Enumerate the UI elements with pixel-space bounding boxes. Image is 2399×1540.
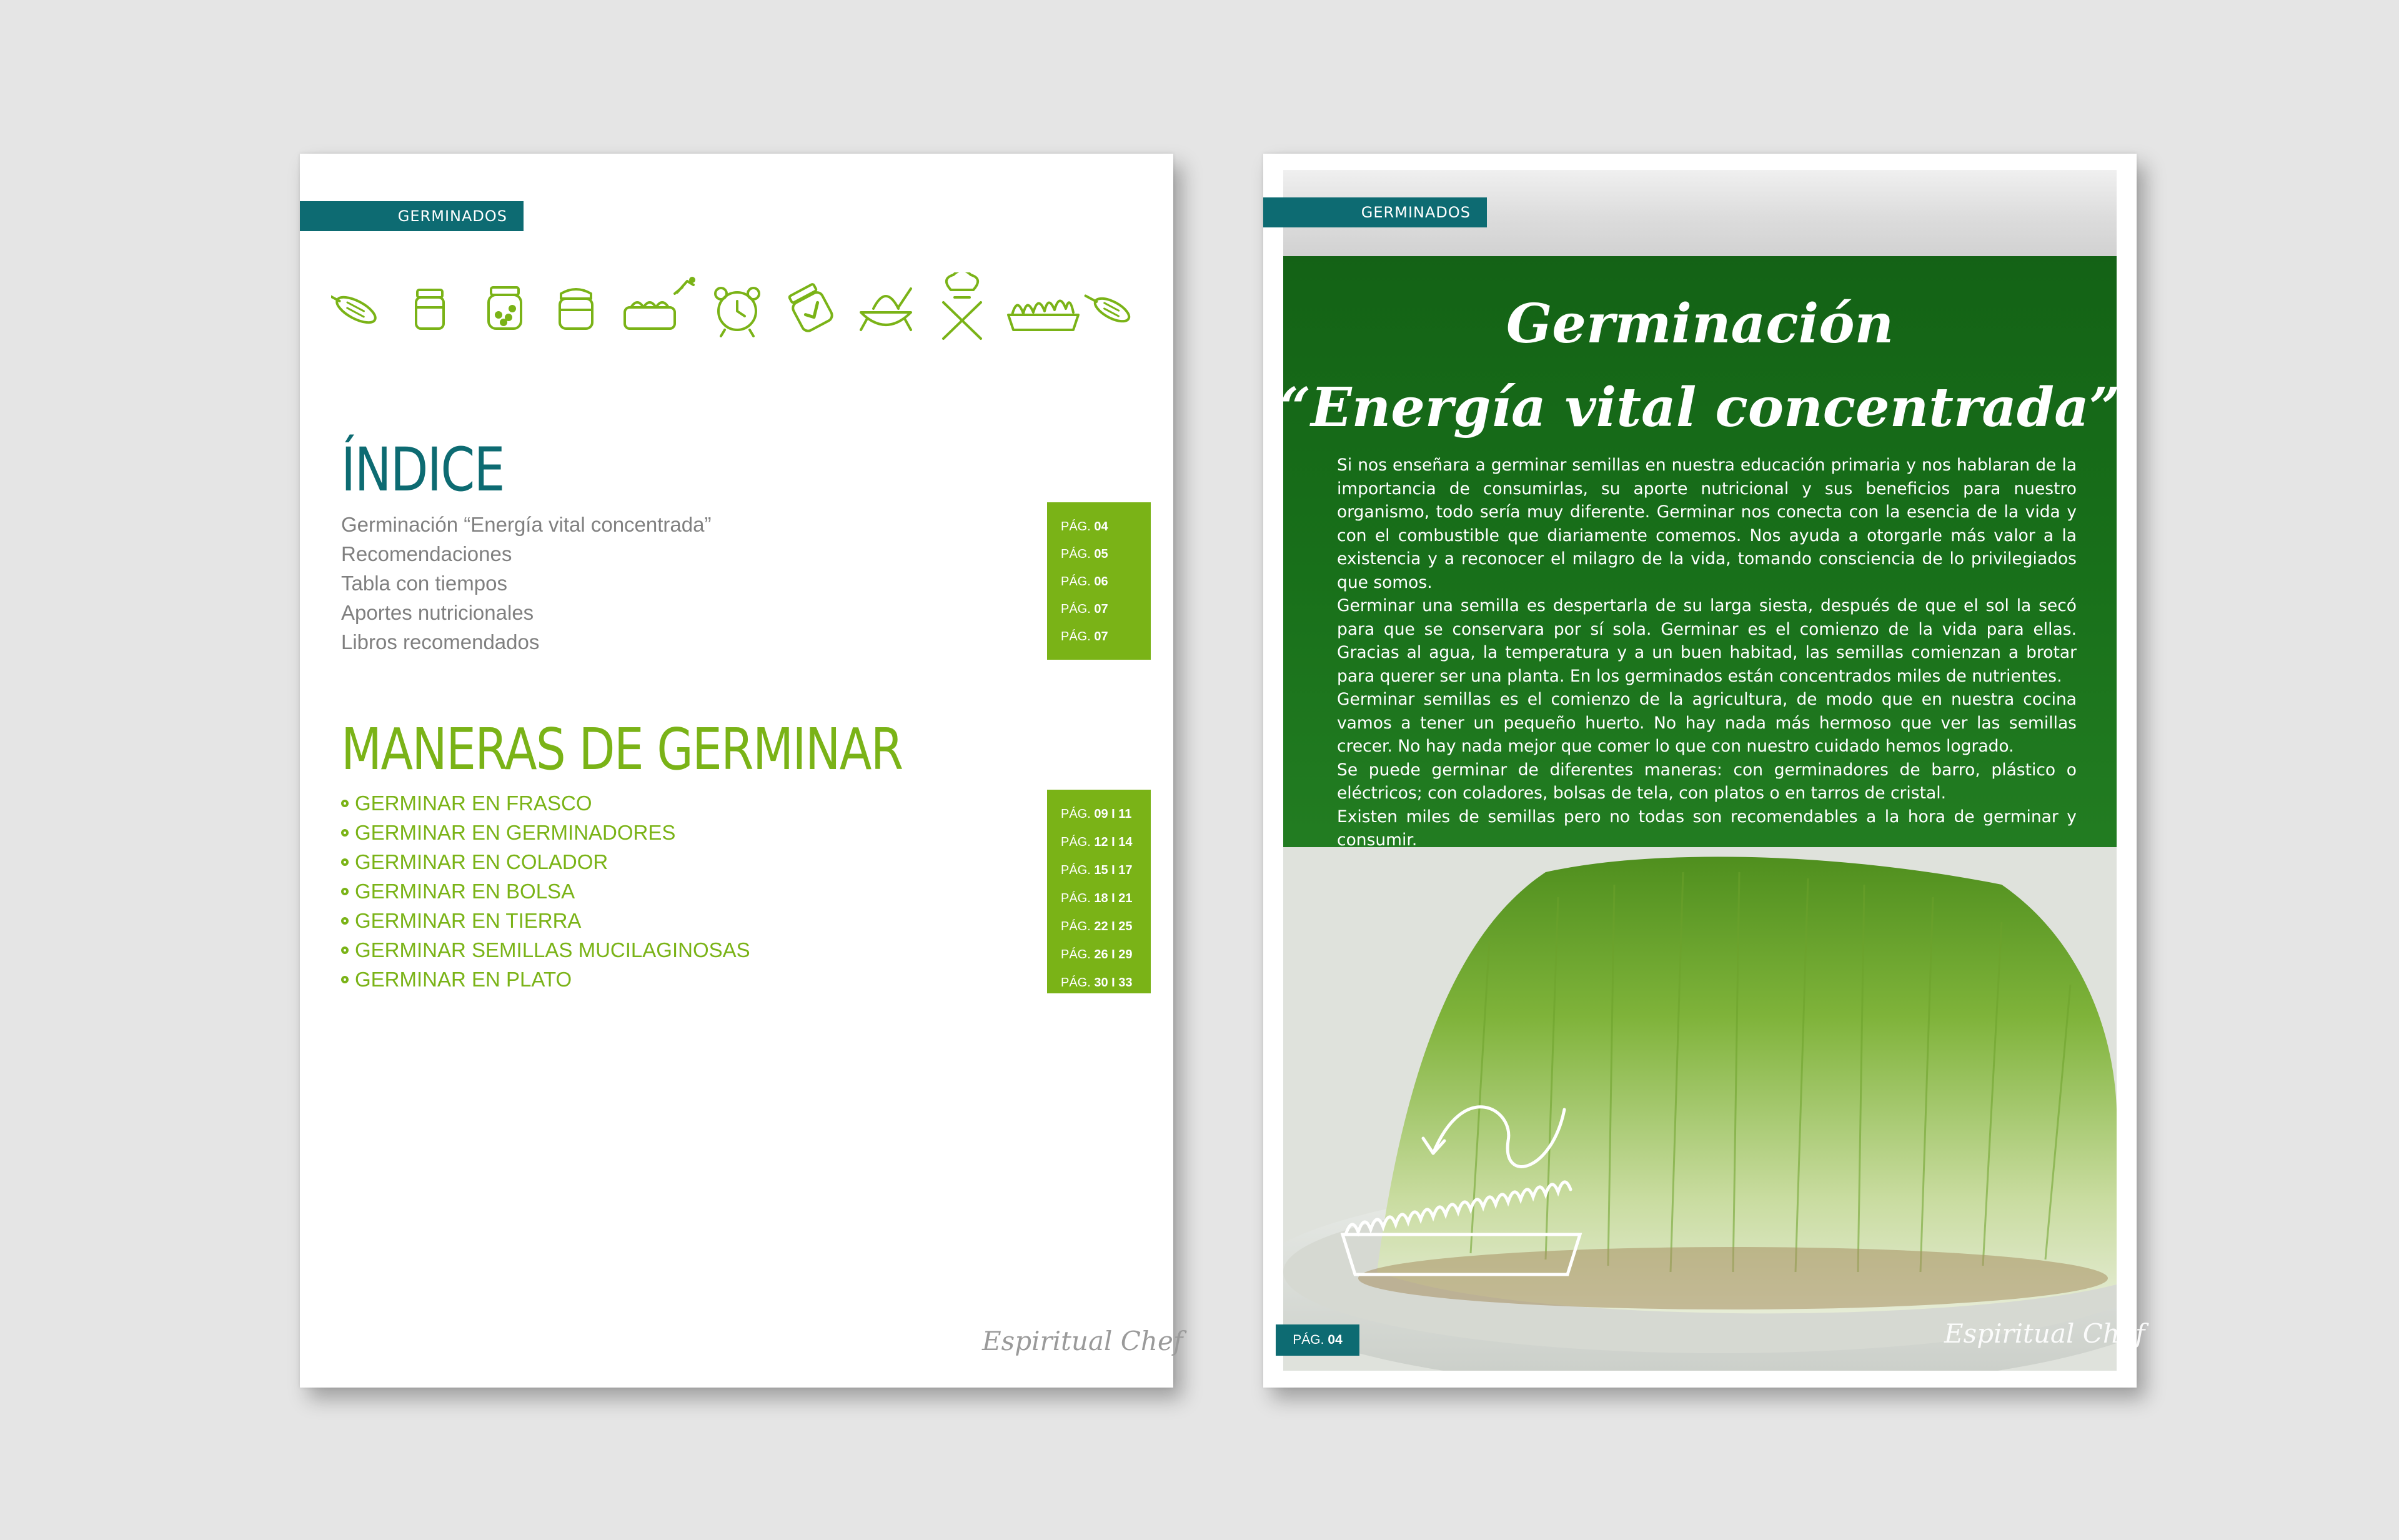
index-page-numbers	[1047, 502, 1151, 660]
jar-icon	[416, 290, 444, 329]
methods-item[interactable]: GERMINAR EN FRASCO	[341, 788, 750, 818]
scoop-icon	[1082, 289, 1133, 326]
page-ref: PÁG. 05	[1061, 547, 1108, 561]
page-ref: PÁG. 15 I 17	[1061, 863, 1133, 877]
sprayer-tray-icon	[625, 278, 694, 329]
icon-strip	[331, 272, 1143, 347]
index-item[interactable]: Germinación “Energía vital concentrada”	[341, 513, 712, 536]
article-paragraph: Existen miles de semillas pero no todas son recomendables a la hora de germinar y consumir.	[1337, 807, 2077, 850]
methods-page-numbers	[1047, 790, 1151, 993]
index-item[interactable]: Aportes nutricionales	[341, 601, 534, 624]
index-item[interactable]: Tabla con tiempos	[341, 572, 507, 595]
seed-jar-icon	[489, 287, 521, 329]
article-paragraph: Si nos enseñara a germinar semillas en nuestra educación primaria y nos hablaran de la importancia de consumirlas, su aporte nutricional y sus beneficios para nuestro organismo, todo sería muy diferente. Germinar nos conecta con la esencia de la vida y con el combustible que diariamente comemos. Nos ayuda a otorgarle más valor a la existencia y a reconocer el milagro de la vida, tomando consciencia de lo privilegiados que somos.	[1337, 455, 2077, 592]
page-ref: PÁG. 07	[1061, 602, 1108, 616]
section-tag: GERMINADOS	[1263, 197, 1487, 227]
index-item[interactable]: Libros recomendados	[341, 630, 540, 653]
article-paragraph: Germinar una semilla es despertarla de su larga siesta, después de que el sol la secó para que se conservara por sí sola. Germinar es el comienzo de la vida para ellas. Gracias al agua, la temperatura y a un buen habitad, las semillas comienzan a brotar para querer ser una planta. En los germinados están concentrados miles de nutrientes.	[1337, 596, 2077, 686]
bullet-icon	[341, 829, 349, 837]
lidded-jar-icon	[560, 289, 592, 329]
article-page	[1263, 154, 2145, 1388]
article-title: Germinación	[1506, 292, 1894, 355]
bullet-icon	[341, 946, 349, 954]
page-ref: PÁG. 07	[1061, 630, 1108, 643]
article-paragraph: Germinar semillas es el comienzo de la agricultura, de modo que en nuestra cocina vamos a tener un pequeño huerto. No hay nada más hermoso que ver las semillas crecer. No hay nada mejor que comer lo que con nuestro cuidado hemos logrado.	[1337, 690, 2077, 756]
page-ref: PÁG. 06	[1061, 575, 1108, 589]
page-ref: PÁG. 26 I 29	[1061, 948, 1133, 961]
page-ref: PÁG. 18 I 21	[1061, 892, 1133, 905]
brand-signature: Espiritual Chef	[1944, 1318, 2145, 1349]
article-body	[1337, 454, 2077, 852]
bullet-icon	[341, 888, 349, 895]
methods-item[interactable]: GERMINAR EN COLADOR	[341, 847, 750, 877]
page-number-badge: PÁG. 04	[1276, 1324, 1359, 1356]
bullet-icon	[341, 976, 349, 983]
page-ref: PÁG. 30 I 33	[1061, 976, 1133, 990]
section-tag: GERMINADOS	[300, 201, 524, 231]
index-item[interactable]: Recomendaciones	[341, 542, 512, 565]
methods-item[interactable]: GERMINAR EN TIERRA	[341, 906, 750, 935]
article-subtitle: “Energía vital concentrada”	[1279, 376, 2120, 439]
sprouts-illustration	[1283, 847, 2117, 1371]
page-ref: PÁG. 04	[1061, 520, 1108, 534]
sprout-tray-icon	[1008, 301, 1078, 330]
methods-item[interactable]: GERMINAR SEMILLAS MUCILAGINOSAS	[341, 935, 750, 965]
bullet-icon	[341, 858, 349, 866]
bowl-sieve-icon	[861, 289, 911, 330]
index-title: ÍNDICE	[341, 435, 504, 505]
index-page	[300, 154, 1183, 1388]
page-ref: PÁG. 12 I 14	[1061, 835, 1133, 849]
page-ref: PÁG. 09 I 11	[1061, 807, 1132, 821]
methods-item[interactable]: GERMINAR EN BOLSA	[341, 877, 750, 906]
methods-list	[341, 788, 750, 994]
methods-item[interactable]: GERMINAR EN PLATO	[341, 965, 750, 994]
open-jar-icon	[787, 282, 834, 333]
article-paragraph: Se puede germinar de diferentes maneras: con germinadores de barro, plástico o eléctricos; con coladores, bolsas de tela, con platos o en tarros de cristal.	[1337, 760, 2077, 803]
bullet-icon	[341, 917, 349, 925]
methods-item[interactable]: GERMINAR EN GERMINADORES	[341, 818, 750, 847]
alarm-clock-icon	[715, 288, 759, 336]
scoop-icon	[331, 287, 379, 327]
chef-utensils-icon	[943, 272, 981, 339]
index-list	[341, 510, 711, 657]
bullet-icon	[341, 800, 349, 807]
methods-title: MANERAS DE GERMINAR	[341, 716, 903, 783]
page-ref: PÁG. 22 I 25	[1061, 920, 1133, 933]
brand-signature: Espiritual Chef	[982, 1326, 1183, 1356]
